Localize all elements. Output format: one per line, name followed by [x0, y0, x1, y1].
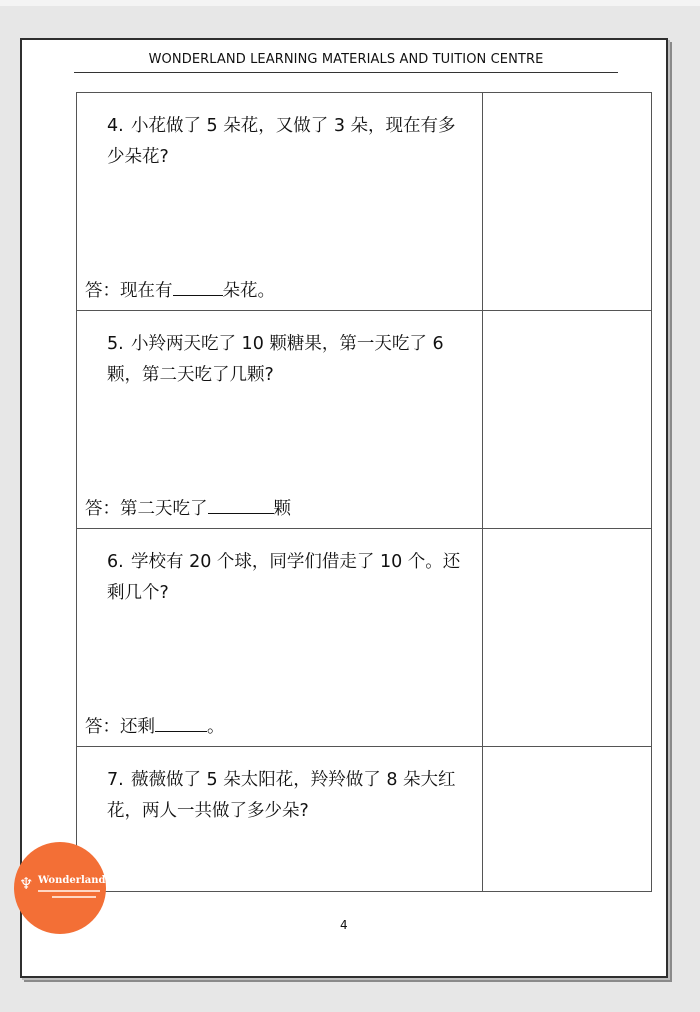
- question-table: [76, 92, 652, 892]
- header-title: WONDERLAND LEARNING MATERIALS AND TUITION CENTRE: [148, 52, 544, 67]
- question-text: 小羚两天吃了 10 颗糖果，第一天吃了 6 颗，第二天吃了几颗?: [107, 334, 444, 385]
- logo-tagline-line: [52, 896, 96, 898]
- answer-suffix: 。: [207, 717, 225, 737]
- answer-blank[interactable]: [208, 497, 274, 514]
- answer-prefix: 答：第二天吃了: [85, 499, 208, 519]
- wonderland-logo: [14, 842, 106, 934]
- question-cell: [77, 529, 483, 747]
- question-row: [77, 93, 652, 311]
- question-row: [77, 529, 652, 747]
- answer-prefix: 答：现在有: [85, 281, 173, 301]
- question-number: 5.: [107, 334, 124, 354]
- question-text-block: [107, 765, 467, 827]
- logo-wordmark: Wonderland: [38, 875, 106, 886]
- question-text: 学校有 20 个球，同学们借走了 10 个。还剩几个?: [107, 552, 461, 603]
- answer-line: [85, 495, 291, 520]
- question-text: 薇薇做了 5 朵太阳花，羚羚做了 8 朵大红花，两人一共做了多少朵?: [107, 770, 456, 821]
- question-number: 7.: [107, 770, 124, 790]
- question-number: 4.: [107, 116, 124, 136]
- question-number: 6.: [107, 552, 124, 572]
- answer-blank[interactable]: [173, 279, 223, 296]
- figure-icon: ♆: [19, 874, 34, 893]
- question-text: 小花做了 5 朵花，又做了 3 朵，现在有多少朵花?: [107, 116, 456, 167]
- answer-blank[interactable]: [155, 715, 207, 732]
- header-rule: [74, 72, 618, 73]
- answer-prefix: 答：还剩: [85, 717, 155, 737]
- working-cell[interactable]: [483, 311, 652, 529]
- answer-line: [85, 277, 275, 302]
- question-cell: [77, 747, 483, 892]
- question-text-block: [107, 111, 467, 173]
- logo-tagline-line: [38, 890, 100, 892]
- question-text-block: [107, 329, 467, 391]
- question-text-block: [107, 547, 467, 609]
- question-cell: [77, 93, 483, 311]
- answer-suffix: 朵花。: [222, 281, 275, 301]
- working-cell[interactable]: [483, 93, 652, 311]
- working-cell[interactable]: [483, 529, 652, 747]
- answer-suffix: 颗: [273, 499, 291, 519]
- screen-top-strip: [0, 0, 700, 6]
- question-row: [77, 311, 652, 529]
- question-row: [77, 747, 652, 892]
- answer-line: [85, 713, 225, 738]
- worksheet-page: [20, 38, 668, 978]
- working-cell[interactable]: [483, 747, 652, 892]
- question-cell: [77, 311, 483, 529]
- page-number: 4: [340, 918, 348, 932]
